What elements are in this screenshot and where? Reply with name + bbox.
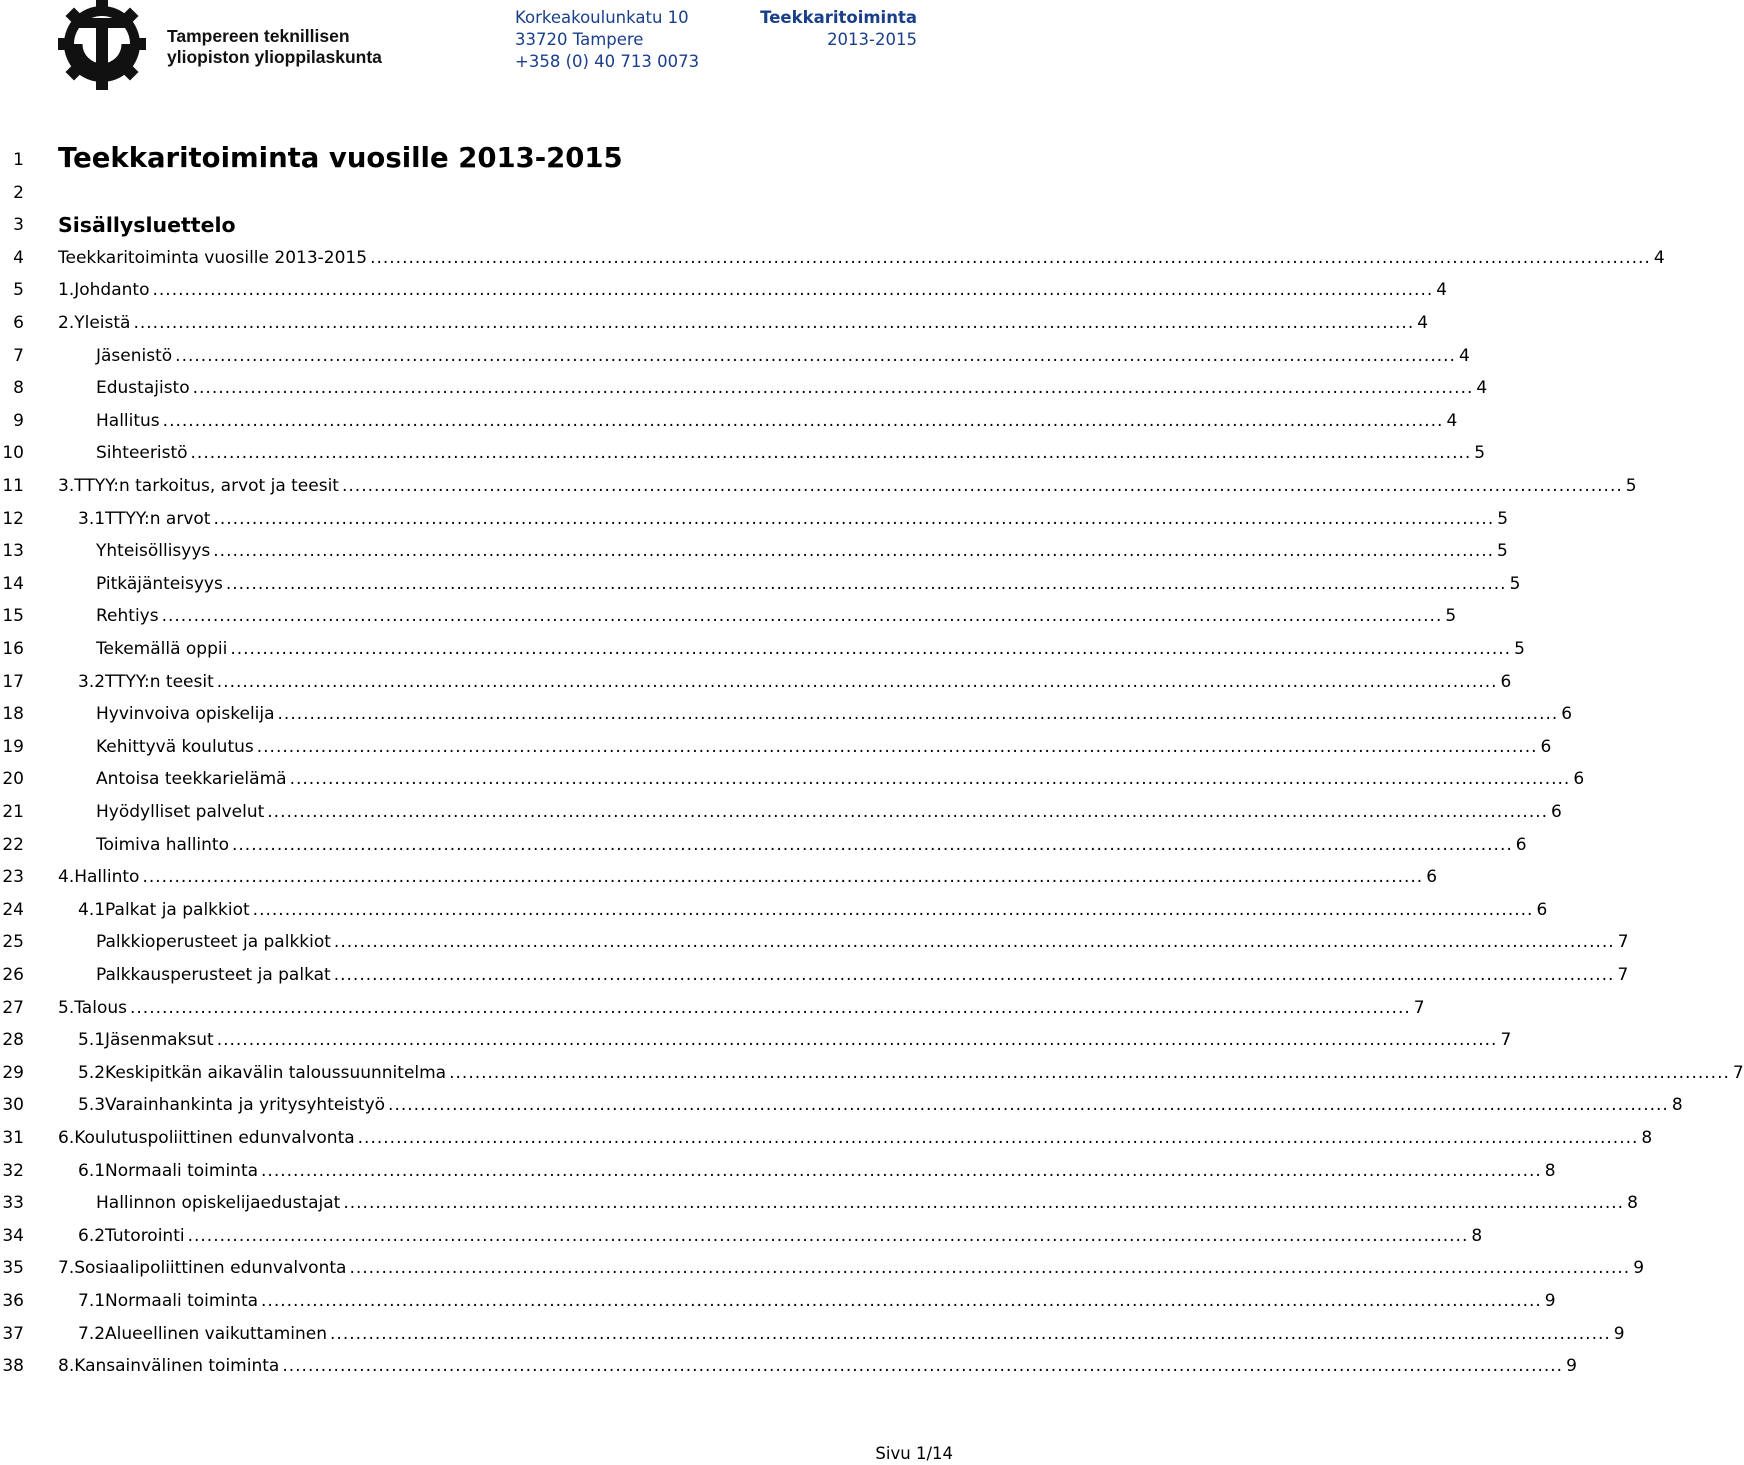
line-content	[58, 437, 1486, 469]
toc-dot-leader: ........................................................................................................................................................................................................	[277, 704, 1559, 725]
line-content	[58, 274, 1448, 306]
toc-entry-label: Jäsenistö	[96, 345, 173, 366]
toc-page-number: 7	[1732, 1062, 1744, 1083]
toc-entry-label: Jäsenmaksut	[105, 1030, 214, 1051]
line-number: 17	[2, 671, 24, 692]
line-content	[58, 503, 1509, 535]
line-number: 4	[13, 247, 24, 268]
toc-entry-number: 5.3	[78, 1095, 106, 1116]
tty-logo-icon	[58, 0, 154, 96]
toc-page-number: 8	[1544, 1160, 1556, 1181]
line-number: 37	[2, 1323, 24, 1344]
toc-entry-label: TTYY:n tarkoitus, arvot ja teesit	[74, 476, 339, 496]
toc-page-number: 7	[1500, 1030, 1512, 1051]
line-number: 35	[2, 1258, 24, 1279]
toc-entry-number: 5.	[58, 997, 75, 1018]
line-number: 2	[13, 182, 24, 203]
line-content	[58, 861, 1438, 893]
toc-page-number: 7	[1617, 965, 1629, 985]
toc-heading: Sisällysluettelo	[58, 213, 236, 238]
toc-page-number: 7	[1617, 932, 1629, 953]
toc-dot-leader: ........................................................................................................................................................................................................	[190, 443, 1472, 464]
toc-dot-leader: ........................................................................................................................................................................................................	[357, 1128, 1639, 1148]
toc-page-number: 6	[1426, 867, 1438, 888]
document-line	[0, 600, 1457, 633]
toc-entry-number: 3.2	[78, 671, 106, 692]
document-line	[0, 633, 1525, 666]
line-number: 16	[2, 639, 24, 659]
line-number: 1	[13, 150, 24, 170]
toc-entry-label: Normaali toiminta	[105, 1160, 259, 1181]
org-name-line1: Tampereen teknillisen	[167, 26, 350, 46]
line-content	[58, 470, 1637, 502]
toc-entry[interactable]	[78, 666, 1512, 698]
toc-entry-label: Sosiaalipoliittinen edunvalvonta	[74, 1258, 347, 1279]
toc-page-number: 5	[1474, 443, 1486, 464]
toc-entry-label: Yleistä	[74, 313, 131, 333]
toc-page-number: 9	[1566, 1356, 1577, 1377]
toc-dot-leader: ........................................................................................................................................................................................................	[330, 1323, 1611, 1344]
toc-dot-leader: ........................................................................................................................................................................................................	[261, 1291, 1542, 1311]
document-line	[0, 1220, 1483, 1253]
line-content	[58, 307, 1429, 339]
toc-entry-number: 2.	[58, 313, 75, 333]
document-line	[0, 144, 960, 177]
line-content	[58, 1318, 1625, 1350]
line-content	[58, 894, 1548, 926]
toc-page-number: 4	[1653, 247, 1665, 268]
toc-entry[interactable]	[96, 926, 1629, 958]
line-content	[58, 1285, 1556, 1317]
toc-dot-leader: ........................................................................................................................................................................................................	[343, 1193, 1625, 1214]
toc-page-number: 8	[1641, 1128, 1653, 1148]
toc-entry[interactable]	[96, 405, 1458, 437]
line-content	[58, 829, 1527, 861]
toc-entry[interactable]	[96, 698, 1573, 730]
toc-dot-leader: ........................................................................................................................................................................................................	[333, 932, 1615, 953]
line-content	[58, 633, 1525, 665]
line-content	[58, 405, 1458, 437]
toc-dot-leader: ........................................................................................................................................................................................................	[216, 671, 1498, 692]
toc-page-number: 6	[1573, 769, 1585, 790]
line-number: 27	[2, 997, 24, 1018]
toc-entry-label: Alueellinen vaikuttaminen	[105, 1323, 328, 1344]
toc-dot-leader: ........................................................................................................................................................................................................	[267, 802, 1549, 822]
org-name-line2: yliopiston ylioppilaskunta	[167, 47, 382, 67]
toc-dot-leader: ........................................................................................................................................................................................................	[213, 541, 1495, 562]
document-line	[0, 177, 960, 210]
toc-entry-number: 7.2	[78, 1323, 106, 1344]
toc-dot-leader: ........................................................................................................................................................................................................	[232, 834, 1513, 855]
line-content	[58, 535, 1508, 567]
line-content	[58, 992, 1425, 1024]
line-content	[58, 698, 1573, 730]
line-number: 19	[2, 736, 24, 757]
toc-entry-label: Koulutuspoliittinen edunvalvonta	[74, 1128, 355, 1148]
line-content	[58, 1057, 1744, 1089]
toc-dot-leader: ........................................................................................................................................................................................................	[161, 606, 1443, 627]
toc-entry[interactable]	[78, 894, 1548, 926]
address-phone: +358 (0) 40 713 0073	[515, 52, 700, 71]
toc-entry[interactable]	[96, 1187, 1638, 1219]
line-number: 31	[2, 1128, 24, 1148]
line-number: 28	[2, 1030, 24, 1051]
toc-entry[interactable]	[58, 242, 1665, 274]
toc-entry[interactable]	[78, 1155, 1556, 1187]
toc-entry[interactable]	[96, 731, 1552, 763]
document-line	[0, 242, 1665, 275]
toc-entry-number: 6.1	[78, 1160, 106, 1181]
line-number: 18	[2, 704, 24, 725]
toc-page-number: 6	[1551, 802, 1562, 822]
line-number: 22	[2, 834, 24, 855]
document-line	[0, 894, 1548, 927]
toc-entry[interactable]	[96, 535, 1508, 567]
document-line	[0, 1122, 1653, 1155]
line-number: 8	[13, 378, 24, 399]
line-number: 29	[2, 1062, 24, 1083]
document-title-header: Teekkaritoiminta	[760, 8, 917, 27]
toc-page-number: 9	[1633, 1258, 1645, 1279]
line-content	[58, 731, 1552, 763]
line-content	[58, 666, 1512, 698]
toc-entry-label: Talous	[74, 997, 127, 1018]
line-content	[58, 1220, 1483, 1252]
toc-entry-label: Palkat ja palkkiot	[105, 899, 250, 920]
document-line	[0, 372, 1488, 405]
toc-page-number: 5	[1625, 476, 1637, 496]
toc-entry[interactable]	[78, 1285, 1556, 1317]
toc-entry[interactable]	[58, 1252, 1645, 1284]
toc-dot-leader: ........................................................................................................................................................................................................	[129, 997, 1411, 1018]
toc-page-number: 4	[1446, 410, 1458, 431]
address-city: 33720 Tampere	[515, 30, 644, 49]
line-number: 14	[2, 573, 24, 594]
document-line	[0, 470, 1637, 503]
line-number: 5	[13, 280, 24, 301]
toc-dot-leader: ........................................................................................................................................................................................................	[449, 1062, 1730, 1083]
line-content	[58, 1252, 1645, 1284]
toc-page-number: 4	[1476, 378, 1488, 399]
document-title: Teekkaritoiminta vuosille 2013-2015	[58, 142, 623, 174]
line-content	[58, 177, 916, 209]
line-content	[58, 1187, 1638, 1219]
toc-entry[interactable]	[96, 763, 1585, 795]
document-line	[0, 1318, 1625, 1351]
line-number: 38	[2, 1356, 24, 1377]
toc-entry-number: 3.1	[78, 508, 106, 529]
toc-entry-number: 5.2	[78, 1062, 106, 1083]
toc-entry-number: 4.1	[78, 899, 106, 920]
toc-entry-label: Hyödylliset palvelut	[96, 802, 265, 822]
toc-entry[interactable]	[78, 1057, 1744, 1089]
document-meta	[760, 7, 917, 51]
toc-page-number: 8	[1671, 1095, 1683, 1116]
line-content	[58, 926, 1629, 958]
toc-dot-leader: ........................................................................................................................................................................................................	[261, 1160, 1542, 1181]
toc-entry-label: Antoisa teekkarielämä	[96, 769, 287, 790]
toc-page-number: 6	[1500, 671, 1512, 692]
document-line	[0, 731, 1552, 764]
toc-entry-label: Sihteeristö	[96, 443, 188, 464]
toc-entry-number: 3.	[58, 476, 75, 496]
toc-entry[interactable]	[78, 1089, 1683, 1121]
toc-dot-leader: ........................................................................................................................................................................................................	[388, 1095, 1669, 1116]
toc-dot-leader: ........................................................................................................................................................................................................	[341, 476, 1623, 496]
toc-dot-leader: ........................................................................................................................................................................................................	[282, 1356, 1564, 1377]
toc-entry-label: Edustajisto	[96, 378, 190, 399]
line-content	[58, 1155, 1556, 1187]
toc-entry[interactable]	[78, 1318, 1625, 1350]
toc-entry[interactable]	[96, 568, 1521, 600]
document-line	[0, 1350, 1577, 1383]
line-number: 11	[2, 476, 24, 496]
organization-name	[167, 26, 467, 68]
toc-dot-leader: ........................................................................................................................................................................................................	[192, 378, 1474, 399]
line-number: 13	[2, 541, 24, 562]
document-years: 2013-2015	[827, 30, 917, 49]
toc-entry-label: TTYY:n teesit	[105, 671, 214, 692]
toc-entry[interactable]	[96, 829, 1527, 861]
toc-page-number: 6	[1515, 834, 1527, 855]
line-content	[58, 796, 1562, 828]
line-content	[58, 568, 1521, 600]
toc-dot-leader: ........................................................................................................................................................................................................	[133, 313, 1415, 333]
line-number: 6	[13, 313, 24, 333]
line-content	[58, 1122, 1653, 1154]
line-number: 30	[2, 1095, 24, 1116]
toc-entry-label: Pitkäjänteisyys	[96, 573, 223, 594]
line-number: 21	[2, 802, 24, 822]
toc-entry-label: Keskipitkän aikavälin taloussuunnitelma	[105, 1062, 447, 1083]
line-number: 7	[13, 345, 24, 366]
toc-dot-leader: ........................................................................................................................................................................................................	[256, 736, 1538, 757]
document-line	[0, 307, 1429, 340]
toc-dot-leader: ........................................................................................................................................................................................................	[225, 573, 1507, 594]
line-number: 36	[2, 1291, 24, 1311]
toc-entry[interactable]	[96, 633, 1525, 665]
document-line	[0, 1089, 1683, 1122]
toc-entry-number: 4.	[58, 867, 75, 888]
document-line	[0, 796, 1562, 829]
line-number: 25	[2, 932, 24, 953]
toc-page-number: 5	[1445, 606, 1457, 627]
toc-dot-leader: ........................................................................................................................................................................................................	[162, 410, 1444, 431]
toc-entry-label: Tekemällä oppii	[96, 639, 228, 659]
document-line	[0, 437, 1486, 470]
toc-entry-number: 1.	[58, 280, 75, 301]
line-content	[58, 1089, 1683, 1121]
line-number: 26	[2, 965, 24, 985]
toc-entry-label: Kansainvälinen toiminta	[74, 1356, 280, 1377]
toc-entry[interactable]	[58, 1122, 1653, 1154]
line-number: 15	[2, 606, 24, 627]
toc-dot-leader: ........................................................................................................................................................................................................	[216, 1030, 1498, 1051]
toc-entry-label: Varainhankinta ja yritysyhteistyö	[105, 1095, 386, 1116]
line-content	[58, 372, 1488, 404]
line-content	[58, 763, 1585, 795]
toc-dot-leader: ........................................................................................................................................................................................................	[187, 1225, 1469, 1246]
address-block	[515, 7, 699, 73]
document-line	[0, 568, 1521, 601]
toc-entry-label: Hallitus	[96, 410, 160, 431]
toc-entry[interactable]	[78, 1024, 1512, 1056]
address-street: Korkeakoulunkatu 10	[515, 8, 689, 27]
toc-entry-label: Hyvinvoiva opiskelija	[96, 704, 275, 725]
line-number: 34	[2, 1225, 24, 1246]
document-line	[0, 992, 1425, 1025]
toc-page-number: 6	[1561, 704, 1573, 725]
toc-entry-number: 7.1	[78, 1291, 106, 1311]
toc-page-number: 9	[1544, 1291, 1556, 1311]
toc-entry[interactable]	[58, 307, 1429, 339]
toc-entry[interactable]	[96, 437, 1486, 469]
toc-page-number: 8	[1471, 1225, 1483, 1246]
toc-dot-leader: ........................................................................................................................................................................................................	[252, 899, 1534, 920]
toc-entry[interactable]	[58, 470, 1637, 502]
toc-entry-number: 6.2	[78, 1225, 106, 1246]
document-line	[0, 1252, 1645, 1285]
document-line	[0, 1285, 1556, 1318]
toc-page-number: 8	[1627, 1193, 1638, 1214]
toc-dot-leader: ........................................................................................................................................................................................................	[370, 247, 1651, 268]
line-content	[58, 144, 916, 176]
document-line	[0, 861, 1438, 894]
line-number: 32	[2, 1160, 24, 1181]
toc-entry-label: Toimiva hallinto	[96, 834, 229, 855]
toc-dot-leader: ........................................................................................................................................................................................................	[289, 769, 1571, 790]
toc-entry[interactable]	[58, 861, 1438, 893]
line-content	[58, 242, 1665, 274]
toc-page-number: 5	[1497, 541, 1508, 562]
document-line	[0, 763, 1585, 796]
toc-page-number: 6	[1536, 899, 1548, 920]
line-number: 12	[2, 508, 24, 529]
toc-dot-leader: ........................................................................................................................................................................................................	[349, 1258, 1631, 1279]
toc-page-number: 4	[1436, 280, 1448, 301]
toc-page-number: 5	[1509, 573, 1521, 594]
toc-entry[interactable]	[96, 796, 1562, 828]
toc-entry-label: Hallinto	[74, 867, 140, 888]
document-line	[0, 959, 1629, 992]
toc-entry-number: 5.1	[78, 1030, 106, 1051]
toc-entry-label: Teekkaritoiminta vuosille 2013-2015	[58, 247, 368, 268]
toc-dot-leader: ........................................................................................................................................................................................................	[142, 867, 1424, 888]
toc-entry[interactable]	[96, 372, 1488, 404]
document-line	[0, 1187, 1638, 1220]
toc-entry[interactable]	[58, 992, 1425, 1024]
line-number: 3	[13, 215, 24, 236]
line-content	[58, 1024, 1512, 1056]
line-content	[58, 600, 1457, 632]
document-line	[0, 340, 1470, 373]
toc-entry-label: Rehtiys	[96, 606, 159, 627]
toc-page-number: 9	[1613, 1323, 1625, 1344]
toc-dot-leader: ........................................................................................................................................................................................................	[213, 508, 1495, 529]
line-number: 33	[2, 1193, 24, 1214]
line-content	[58, 209, 916, 241]
document-line	[0, 1024, 1512, 1057]
toc-page-number: 4	[1458, 345, 1470, 366]
document-line	[0, 209, 960, 242]
document-line	[0, 666, 1512, 699]
toc-entry-label: Hallinnon opiskelijaedustajat	[96, 1193, 341, 1214]
toc-page-number: 5	[1497, 508, 1509, 529]
toc-entry[interactable]	[78, 1220, 1483, 1252]
toc-entry[interactable]	[58, 1350, 1577, 1382]
line-number: 10	[2, 443, 24, 464]
toc-entry[interactable]	[96, 340, 1470, 372]
toc-dot-leader: ........................................................................................................................................................................................................	[230, 639, 1512, 659]
toc-dot-leader: ........................................................................................................................................................................................................	[175, 345, 1456, 366]
line-number: 9	[13, 410, 24, 431]
document-line	[0, 503, 1509, 536]
line-content	[58, 959, 1629, 991]
toc-entry[interactable]	[96, 600, 1457, 632]
document-line	[0, 405, 1458, 438]
toc-page-number: 4	[1417, 313, 1429, 333]
toc-entry[interactable]	[96, 959, 1629, 991]
toc-entry-label: Johdanto	[74, 280, 150, 301]
document-line	[0, 829, 1527, 862]
toc-entry-label: Yhteisöllisyys	[96, 541, 211, 562]
toc-page-number: 5	[1514, 639, 1525, 659]
toc-page-number: 6	[1540, 736, 1552, 757]
line-content	[58, 340, 1470, 372]
page-number: Sivu 1/14	[875, 1444, 953, 1463]
line-number: 20	[2, 769, 24, 790]
toc-entry-label: Tutorointi	[105, 1225, 185, 1246]
document-line	[0, 1057, 1744, 1090]
line-number: 23	[2, 867, 24, 888]
document-line	[0, 926, 1629, 959]
toc-entry-label: Palkkausperusteet ja palkat	[96, 965, 331, 985]
document-line	[0, 535, 1508, 568]
toc-dot-leader: ........................................................................................................................................................................................................	[152, 280, 1434, 301]
document-line	[0, 1155, 1556, 1188]
toc-entry-number: 8.	[58, 1356, 75, 1377]
toc-dot-leader: ........................................................................................................................................................................................................	[333, 965, 1615, 985]
toc-entry-label: Palkkioperusteet ja palkkiot	[96, 932, 331, 953]
document-line	[0, 274, 1448, 307]
toc-entry[interactable]	[58, 274, 1448, 306]
toc-entry-number: 6.	[58, 1128, 75, 1148]
toc-page-number: 7	[1413, 997, 1425, 1018]
toc-entry-number: 7.	[58, 1258, 75, 1279]
line-number: 24	[2, 899, 24, 920]
page-header	[0, 0, 960, 90]
document-line	[0, 698, 1573, 731]
line-content	[58, 1350, 1577, 1382]
toc-entry-label: Normaali toiminta	[105, 1291, 259, 1311]
toc-entry[interactable]	[78, 503, 1509, 535]
toc-entry-label: Kehittyvä koulutus	[96, 736, 254, 757]
toc-entry-label: TTYY:n arvot	[105, 508, 211, 529]
